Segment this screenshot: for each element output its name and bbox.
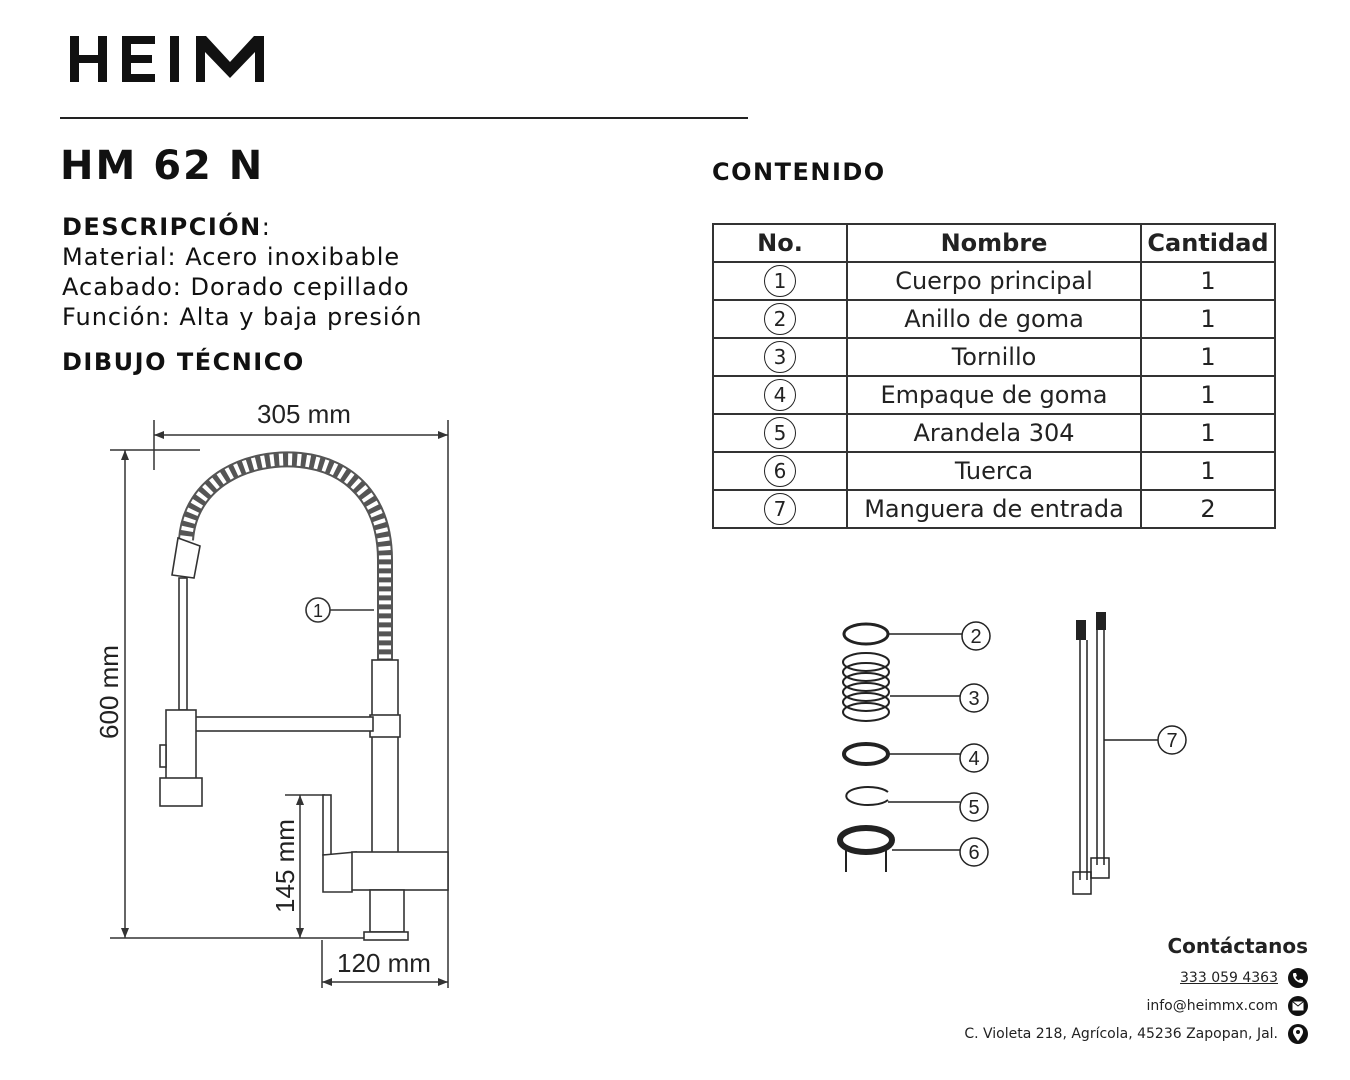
faucet-drawing: [160, 459, 448, 940]
contact-address: C. Violeta 218, Agrícola, 45236 Zapopan, Jal.: [964, 1026, 1278, 1042]
description-finish: Acabado: Dorado cepillado: [62, 273, 410, 301]
location-pin-icon: [1288, 1024, 1308, 1044]
dimension-width-label: 305 mm: [257, 399, 351, 429]
part-number: 2: [764, 303, 796, 335]
part-name: Tuerca: [847, 452, 1141, 490]
dimension-spout-label: 145 mm: [270, 819, 300, 913]
part-number: 3: [764, 341, 796, 373]
part-number: 4: [764, 379, 796, 411]
part-name: Empaque de goma: [847, 376, 1141, 414]
callout-3: 3: [968, 688, 980, 710]
callout-6: 6: [968, 842, 980, 864]
part-name: Anillo de goma: [847, 300, 1141, 338]
mail-icon: [1288, 996, 1308, 1016]
column-header-name: Nombre: [847, 224, 1141, 262]
part-qty: 1: [1141, 300, 1275, 338]
part-qty: 1: [1141, 376, 1275, 414]
part-name: Arandela 304: [847, 414, 1141, 452]
phone-icon: [1288, 968, 1308, 988]
contact-phone[interactable]: 333 059 4363: [1180, 970, 1278, 986]
description-heading-colon: :: [261, 213, 271, 241]
callout-2: 2: [970, 626, 982, 648]
contents-heading: CONTENIDO: [712, 158, 886, 186]
column-header-no: No.: [713, 224, 847, 262]
part-number: 5: [764, 417, 796, 449]
part-qty: 1: [1141, 452, 1275, 490]
contact-heading: Contáctanos: [1167, 934, 1308, 958]
part-qty: 1: [1141, 414, 1275, 452]
callout-1: 1: [312, 601, 324, 621]
callout-7: 7: [1166, 730, 1178, 752]
contact-block: [964, 934, 1308, 1048]
description-function: Función: Alta y baja presión: [62, 303, 423, 331]
part-qty: 2: [1141, 490, 1275, 528]
part-qty: 1: [1141, 338, 1275, 376]
callout-4: 4: [968, 748, 980, 770]
part-number: 6: [764, 455, 796, 487]
dimension-height-label: 600 mm: [94, 645, 124, 739]
part-number: 7: [764, 493, 796, 525]
contact-email[interactable]: info@heimmx.com: [1146, 998, 1278, 1014]
part-name: Cuerpo principal: [847, 262, 1141, 300]
technical-drawing-heading: DIBUJO TÉCNICO: [62, 348, 305, 376]
part-name: Tornillo: [847, 338, 1141, 376]
description-heading: DESCRIPCIÓN: [62, 213, 262, 241]
part-name: Manguera de entrada: [847, 490, 1141, 528]
part-number: 1: [764, 265, 796, 297]
callout-5: 5: [968, 797, 980, 819]
dimension-base-label: 120 mm: [337, 948, 431, 978]
product-model: HM 62 N: [60, 143, 265, 189]
part-qty: 1: [1141, 262, 1275, 300]
column-header-qty: Cantidad: [1141, 224, 1275, 262]
description-material: Material: Acero inoxibable: [62, 243, 401, 271]
